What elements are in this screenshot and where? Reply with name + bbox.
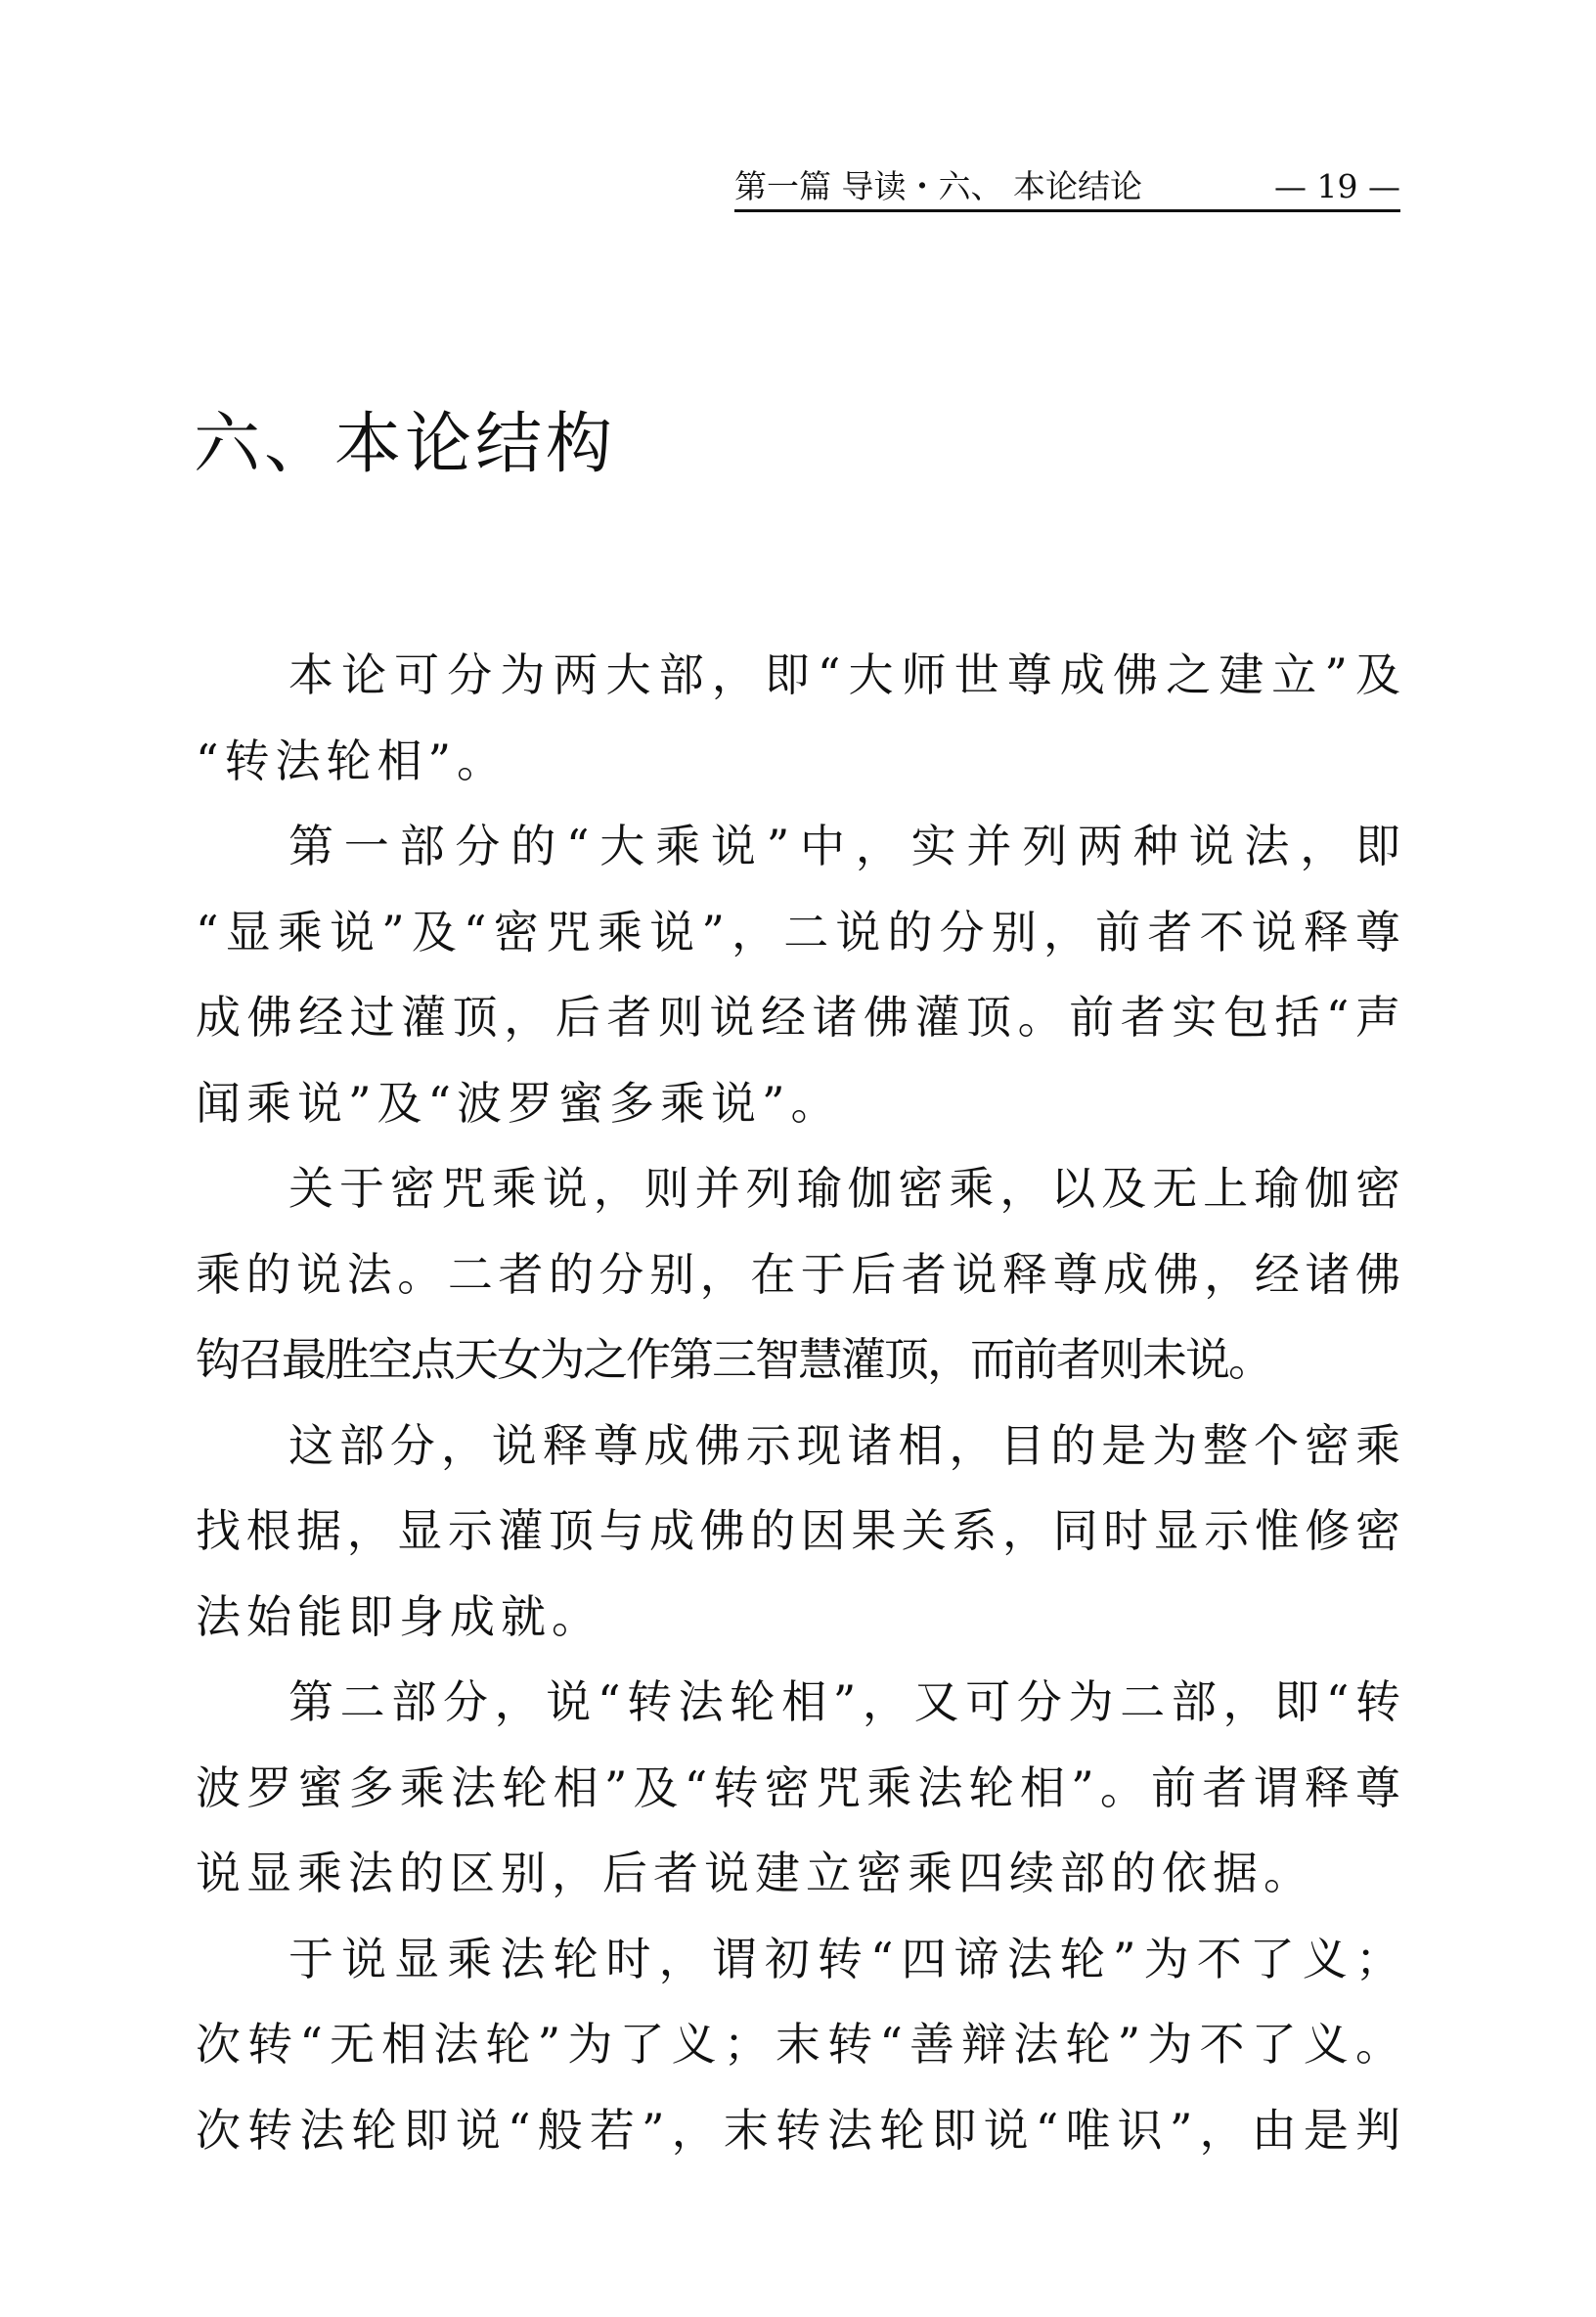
text-line: 第一部分的“大乘说”中，实并列两种说法，即 — [288, 820, 1400, 872]
text-line: 法始能即身成就。 — [196, 1589, 602, 1643]
chapter-heading: 第一篇 导读・六、 本论结论 — [734, 167, 1142, 205]
text-line: 找根据，显示灌顶与成佛的因果关系，同时显示惟修密 — [196, 1504, 1400, 1557]
text-line: 这部分，说释尊成佛示现诸相，目的是为整个密乘 — [288, 1418, 1400, 1472]
text-line: 说显乘法的区别，后者说建立密乘四续部的依据。 — [196, 1847, 1314, 1899]
text-line: 次转法轮即说“般若”，末转法轮即说“唯识”，由是判 — [196, 2103, 1400, 2157]
text-line: “显乘说”及“密咒乘说”，二说的分别，前者不说释尊 — [196, 905, 1400, 958]
section-title: 六、本论结构 — [194, 406, 617, 483]
text-line: 第二部分，说“转法轮相”，又可分为二部，即“转 — [288, 1675, 1400, 1728]
paragraph — [196, 804, 1400, 1146]
paragraph — [196, 1146, 1400, 1404]
running-header — [734, 164, 1400, 212]
body-text — [196, 633, 1400, 2173]
text-line: 闻乘说”及“波罗蜜多乘说”。 — [196, 1076, 842, 1130]
paragraph — [196, 1917, 1400, 2174]
text-line: 成佛经过灌顶，后者则说经诸佛灌顶。前者实包括“声 — [196, 991, 1400, 1044]
paragraph — [196, 1660, 1400, 1917]
paragraph — [196, 633, 1400, 804]
text-line: 波罗蜜多乘法轮相”及“转密咒乘法轮相”。前者谓释尊 — [196, 1760, 1400, 1814]
text-line: 关于密咒乘说，则并列瑜伽密乘，以及无上瑜伽密 — [288, 1162, 1400, 1215]
text-line: 乘的说法。二者的分别，在于后者说释尊成佛，经诸佛 — [196, 1247, 1400, 1301]
page-number: — 19 — — [1274, 167, 1400, 205]
text-line: 本论可分为两大部，即“大师世尊成佛之建立”及 — [288, 648, 1400, 701]
paragraph — [196, 1404, 1400, 1661]
text-line: 于说显乘法轮时，谓初转“四谛法轮”为不了义； — [288, 1932, 1400, 1985]
text-line: 钩召最胜空点天女为之作第三智慧灌顶，而前者则未说。 — [196, 1333, 1271, 1386]
text-line: “转法轮相”。 — [196, 734, 509, 787]
text-line: 次转“无相法轮”为了义；末转“善辩法轮”为不了义。 — [196, 2018, 1400, 2071]
